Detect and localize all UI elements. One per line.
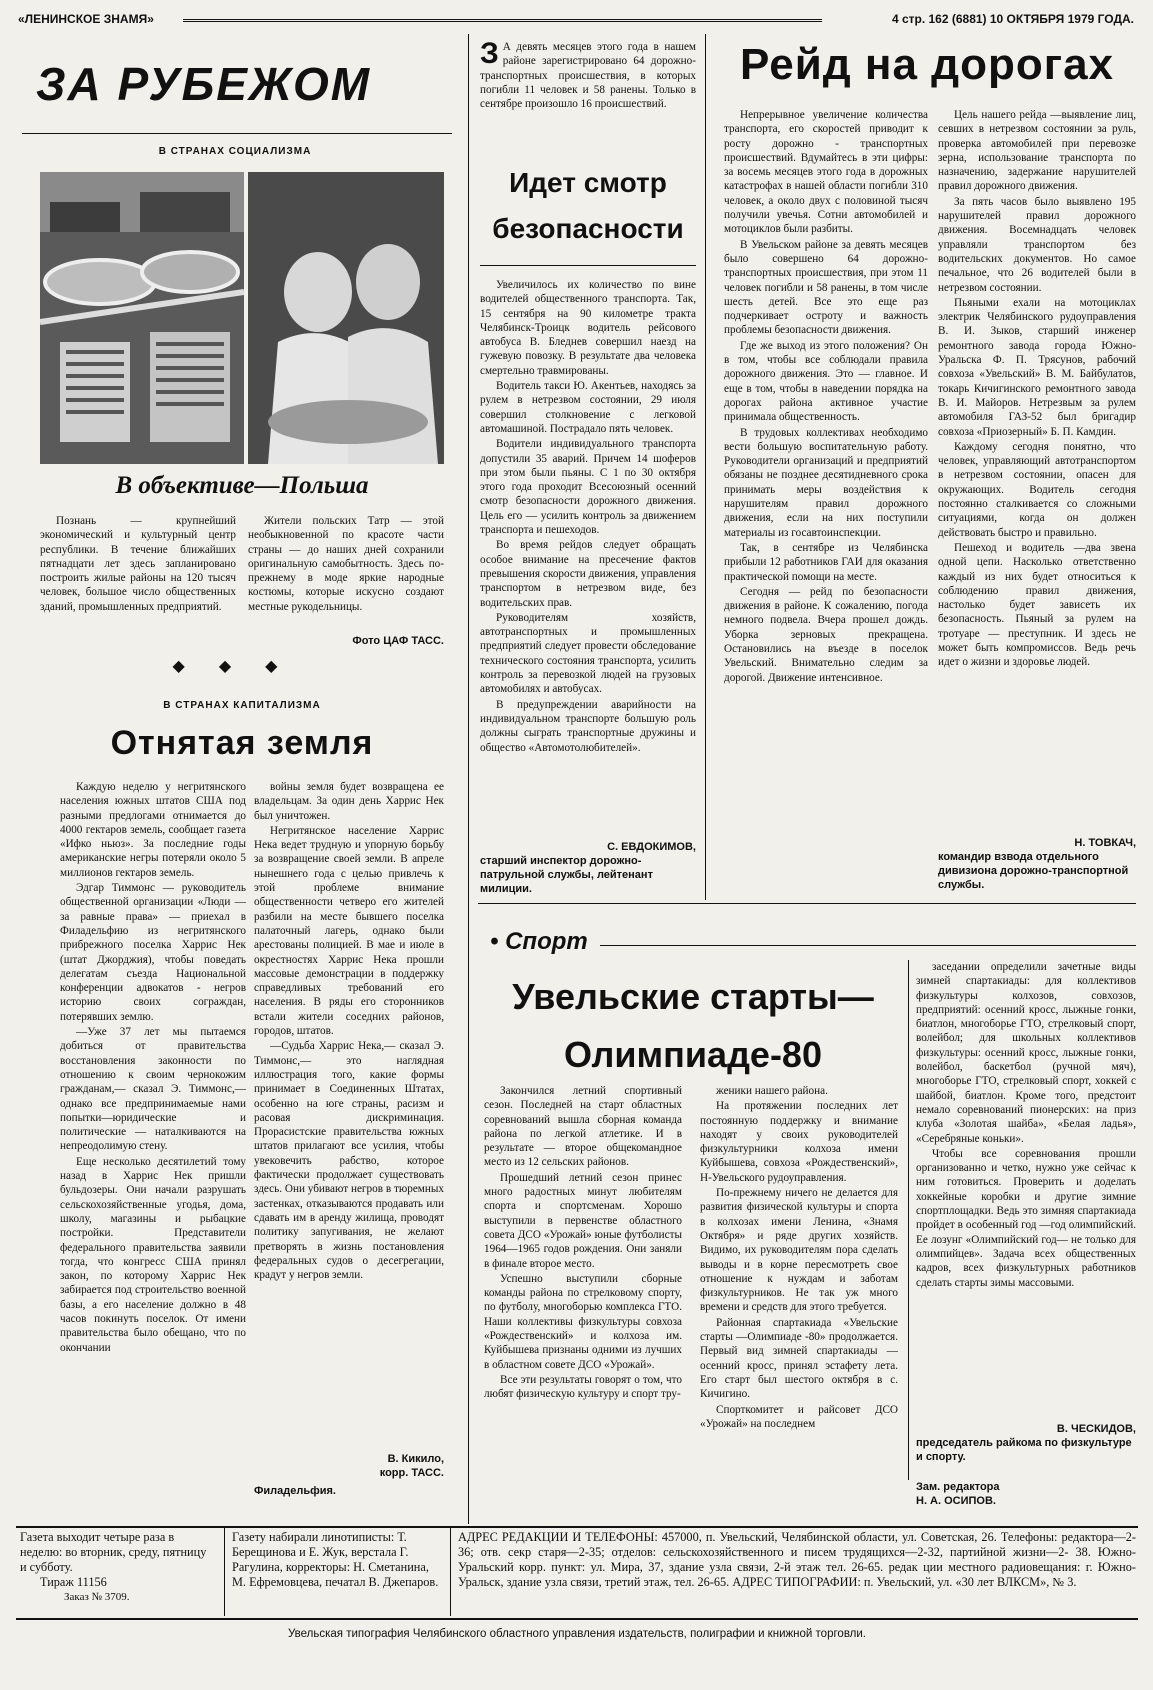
raid-column-1	[724, 108, 928, 888]
separator-diamonds: ◆◆◆	[172, 658, 312, 675]
safety-body	[480, 278, 696, 834]
safety-title-line2: безопасности	[492, 213, 684, 244]
raid-col2-p5: Пешеход и водитель —два звена одной цепи. Насколько ответственно каждый из них будет относиться к соблюдению правил движения, настолько будет зависеть их безопасность. Пьяный за рулем на тротуаре — преступник. И здесь не может быть компромиссов. Ведь речь идет о жизни и здоровье людей.	[938, 541, 1136, 669]
sport-column-1	[484, 1084, 682, 1516]
capitalism-heading: В СТРАНАХ КАПИТАЛИЗМА	[163, 700, 321, 711]
safety-sign-role: старший инспектор дорожно-патрульной службы, лейтенант милиции.	[480, 855, 653, 895]
raid-col2-p2: За пять часов было выявлено 195 нарушителей правил дорожного движения. Восемнадцать человек управляли транспортом без водительских документов. Но самое печальное, что 26 водителей были в нетрезвом состоянии.	[938, 195, 1136, 294]
rule-mid-column	[705, 34, 706, 900]
land-sign-role: корр. ТАСС.	[379, 1467, 444, 1479]
rule-footer-bottom	[16, 1618, 1138, 1620]
raid-col1-p3: Где же выход из этого положения? Он в том, чтобы все соблюдали правила дорожного движения. Это — главное. И еще в том, чтобы в наведении порядка на дорогах района активное участие принимала общественность.	[724, 339, 928, 424]
sport-col2-p4: Районная спартакиада «Увельские старты —Олимпиаде -80» продолжается. Первый вид зимней спартакиады — осенний кросс, принял эстафету лета. Его старт был шестого октября в с. Кичигино.	[700, 1316, 898, 1401]
safety-p3: Водители индивидуального транспорта допустили 35 аварий. Причем 14 шоферов при этом были пьяны. С 1 по 30 октября этого года проходит Всесоюзный осенний смотр безопасности дорожного движения. Цель его — усилить контроль за движением транспорта и пешеходов.	[480, 438, 696, 537]
sport-col1-p2: Прошедший летний сезон принес много радостных минут любителям спорта и спортсменам. Хорошо выступили в первенстве областного совета ДСО «Урожай» юные футболисты 1964—1965 годов рождения. Они заняли в финале второе место.	[484, 1171, 682, 1270]
footer-address: АДРЕС РЕДАКЦИИ И ТЕЛЕФОНЫ: 457000, п. Увельский, Челябинской области, ул. Советская, 26. Телефоны: редактора—2-36; отв. секр старя—2-35; отделов: сельскохозяйственного и писем трудящихся—2-32, партийной жизни—2- 38. Южно-Уральский корр. пункт: ул. Мира, 37, здание узла связи, 2-й этаж тел. 26-65. редак ции местного радиовещания: г. Южно-Уральск, здание узла связи, третий этаж, тел. 26-65. АДРЕС ТИПОГРАФИИ: п. Увельский, ул. «30 лет ВЛКСМ», № 3.	[458, 1530, 1136, 1589]
deputy-editor	[916, 1480, 1066, 1508]
raid-col1-p1: Непрерывное увеличение количества транспорта, его скоростей приводит к росту дорожно - транспортных происшествий. Вдумайтесь в эти цифры: за восемь месяцев этого года в дорожных катастрофах в нашей области погибли 310 человек, а около двух с половиной тысяч получили увечья. Сотни автомобилей и мотоциклов были разбиты.	[724, 109, 928, 236]
land-sign-place: Филадельфия.	[254, 1485, 336, 1497]
raid-col1-p2: В Увельском районе за девять месяцев было совершено 64 дорожно-транспортных происшествия, при этом 11 человек погибли и 58 ранены, в том числе шесть детей. Все это еще раз подчеркивает остроту и важность проблемы безопасности движения.	[724, 238, 928, 337]
sport-col1-p4: Все эти результаты говорят о том, что любят физическую культуру и спорт тру-	[484, 1373, 682, 1401]
raid-sign-name: Н. ТОВКАЧ,	[1074, 837, 1136, 849]
sport-column-2	[700, 1084, 898, 1516]
photo-tatra-residents	[248, 172, 444, 464]
safety-p6: В предупреждении аварийности на индивидуальном транспорте большую роль должны сыграть транспортные дружины и общество «Автомотолюбителей».	[480, 698, 696, 754]
rule-sport-rubric	[600, 945, 1136, 946]
rule-sport-col3	[908, 960, 909, 1480]
rule-footer-top	[16, 1526, 1138, 1528]
photo-credit: Фото ЦАФ ТАСС.	[352, 635, 444, 647]
land-col2-p3: —Судьба Харрис Нека,— сказал Э. Тиммонс,— это наглядная иллюстрация того, какие формы принимает в Соединенных Штатах, особенно на юге страны, расизм и расовая дискриминация. Прорасистские правительства южных штатов прилагают все усилия, чтобы увековечить рабство, которое фактически продолжает существовать здесь. Они убивают негров в тюремных застенках, отказываются продавать или сдавать им в аренду жилища, проводят политику запугивания, не желают претворять в жизнь постановления федеральных судов о десегрегации, крадут у негров земли.	[254, 1040, 444, 1282]
raid-sign-role: командир взвода отдельного дивизиона дорожно-транспортной службы.	[938, 851, 1129, 891]
rule-under-abroad-title	[22, 133, 452, 134]
land-col1-p3: —Уже 37 лет мы пытаемся добиться от правительства восстановления законности по отношению к своим чернокожим гражданам,— сказал Э. Тиммонс,— однако все предпринимаемые нами попытки—юридические и политические — наталкиваются на непреодолимую стену.	[60, 1026, 246, 1153]
raid-title: Рейд на дорогах	[739, 40, 1115, 89]
poland-text-right	[248, 514, 444, 634]
footer-circulation: Тираж 11156	[40, 1575, 107, 1589]
raid-col1-p6: Сегодня — рейд по безопасности движения в районе. К сожалению, погода немного подвела. Вчера прошел дождь. Уборка зерновых прекращена. Остановились на въезде в поселок Увельский. Внимательно следим за дорогой. Движение интенсивное.	[724, 585, 928, 684]
land-col1-p1: Каждую неделю у негритянского населения южных штатов США под разными предлогами отнимается до 4000 гектаров земель, сообщает газета «Ифко ньюз». За последние годы американские негры потеряли около 5 миллионов гектаров земель.	[60, 781, 246, 879]
sport-col1-p3: Успешно выступили сборные команды района по стрелковому спорту, по футболу, многоборью комплекса ГТО. Наши коллективы физкультуры совхоза «Рождественский» и колхоза им. Куйбышева признаны одними из лучших в областном совете ДСО «Урожай».	[484, 1272, 682, 1371]
issue-info: 4 стр. 162 (6881) 10 ОКТЯБРЯ 1979 ГОДА.	[891, 12, 1134, 26]
safety-p1: Увеличилось их количество по вине водителей общественного транспорта. Так, 15 сентября на 90 километре тракта Челябинск-Троицк водитель рейсового автобуса В. Бледнев совершил наезд на гужевую повозку. В результате два человека смертельно травмированы.	[480, 279, 696, 377]
safety-intro	[480, 40, 696, 130]
footer-printer: Увельская типография Челябинского областного управления издательств, полиграфии и книжной торговли.	[287, 1628, 866, 1640]
poland-text-left	[40, 514, 236, 634]
poland-text-right-para: Жители польских Татр — этой необыкновенной по красоте части страны — до наших дней сохранили оригинальную самобытность. Здесь по-прежнему в моде яркие народные костюмы, которые искусно создают местные рукодельницы.	[248, 515, 444, 613]
raid-signature	[938, 836, 1136, 892]
photo-poznan	[40, 172, 244, 464]
land-column-1	[60, 780, 246, 1516]
sport-col2-p1: женики нашего района.	[716, 1085, 828, 1097]
deputy-editor-name: Н. А. ОСИПОВ.	[916, 1495, 996, 1507]
safety-p4: Во время рейдов следует обращать особое внимание на пресечение фактов превышения скорости движения, управления транспортом в нетрезвом виде, без водительских прав.	[480, 539, 696, 609]
deputy-editor-role: Зам. редактора	[916, 1481, 1000, 1493]
sport-title-line2: Олимпиаде-80	[564, 1034, 822, 1075]
land-signature	[254, 1452, 444, 1498]
sport-title-line1: Увельские старты—	[512, 976, 874, 1017]
socialism-heading: В СТРАНАХ СОЦИАЛИЗМА	[158, 146, 312, 157]
raid-col2-p4: Каждому сегодня понятно, что человек, управляющий автотранспортом в нетрезвом состоянии, опасен для окружающих. Водитель сегодня постоянно сталкивается со сложными ситуациями, когда он должен действовать быстро и правильно.	[938, 440, 1136, 539]
safety-p2: Водитель такси Ю. Акентьев, находясь за рулем в нетрезвом состоянии, 29 июля совершил столкновение с легковой автомашиной. Пострадало пять человек.	[480, 380, 696, 435]
rule-footer-2	[450, 1528, 451, 1616]
land-column-2	[254, 780, 444, 1444]
photo-caption: В объективе—Польша	[115, 472, 369, 499]
safety-dropcap: З	[480, 40, 499, 70]
land-sign-name: В. Кикило,	[387, 1453, 444, 1465]
sport-col2-p3: По-прежнему ничего не делается для развития физической культуры и спорта в колхозах имени Ленина, «Знамя Октября» и ряде других хозяйств. Видимо, их руководителям пора сделать выводы и в корне пересмотреть свое отношение к нуждам и заботам физкультурников. Не так уж много времени и средств для этого требуется.	[700, 1187, 898, 1314]
sport-col1-p1: Закончился летний спортивный сезон. Последней на старт областных соревнований вышла сборная команда района по легкой атлетике. И в результате — второе общекомандное место из 12 сельских районов.	[484, 1085, 682, 1169]
raid-col2-p3: Пьяными ехали на мотоциклах электрик Челябинского рудоуправления В. И. Зыков, старший инженер ремонтного завода города Южно-Уральска Ф. П. Трясунов, рабочий совхоза «Увельский» В. М. Байбулатов, токарь Кичигинского ремонтного завода В. И. Майоров. Нетрезвым за рулем автомобиля ГАЗ-52 был бригадир совхоза «Приозерный» Б. П. Камдин.	[938, 296, 1136, 438]
sport-col3-p1: заседании определили зачетные виды зимней спартакиады: для коллективов физкультуры колхозов, совхозов, предприятий: осенний кросс, лыжные гонки, биатлон, многоборье ГТО, стрелковый спорт, волейбол; для школьных коллективов физкультуры: осенний кросс, лыжные гонки, волейбол, баскетбол (ручной мяч), многоборье ГТО, стрелковый спорт, хоккей с шайбой, биатлон. Кроме того, предстоит немало соревнований пионерских: на приз клуба «Золотая шайба», «Белая ладья», «Серебряные коньки».	[916, 961, 1136, 1145]
raid-col2-p1: Цель нашего рейда —выявление лиц, севших в нетрезвом состоянии за руль, проверка автомобилей при перевозке зерна, использование транспорта по назначению, задержание нарушителей правил дорожного движения.	[938, 109, 1136, 193]
sport-title	[478, 968, 908, 1084]
paper-name: «ЛЕНИНСКОЕ ЗНАМЯ»	[18, 12, 154, 26]
safety-signature	[480, 840, 696, 896]
sport-sign-name: В. ЧЕСКИДОВ,	[1056, 1423, 1136, 1435]
footer-schedule-box	[20, 1530, 216, 1605]
sport-col2-p2: На протяжении последних лет постоянную поддержку и внимание находят у своих руководителей физкультурники колхоза имени Куйбышева, совхоза «Рождественский», Н-Увельского рудоуправления.	[700, 1100, 898, 1184]
footer-order: Заказ № 3709.	[64, 1591, 130, 1603]
land-col1-p4: Еще несколько десятилетий тому назад в Харрис Нек пришли бульдозеры. Они начали разрушать сельскохозяйственные угодья, дома, школу, магазины и рыбацкие постройки. Представители федерального правительства заявили тогда, что конгресс США принял закон, по которому Харрис Нек забирается под строительство военной базы, а его население должно в 48 часов покинуть поселок. От имени правительства было обещано, что по окончании	[60, 1155, 246, 1354]
rule-safety-title	[480, 265, 696, 266]
abroad-section-title: ЗА РУБЕЖОМ	[36, 58, 372, 110]
safety-title	[480, 160, 696, 252]
footer-typeset: Газету набирали линотиписты: Т. Берещинова и Е. Жук, верстала Г. Рагулина, корректоры: Н. Сметанина, М. Ефремовцева, печатал В. Джепаров.	[232, 1530, 439, 1589]
sport-sign-role: председатель райкома по физкультуре и спорту.	[916, 1437, 1132, 1463]
safety-p5: Руководителям хозяйств, автотранспортных и промышленных предприятий следует провести обследование технического состояния транспорта, усилить контроль за перевозкой людей на грузовых автомобилях и автобусах.	[480, 611, 696, 696]
sport-rubric: • Спорт	[490, 928, 588, 955]
rule-left-column	[468, 34, 469, 1524]
poland-text-left-para: Познань — крупнейший экономический и культурный центр республики. В течение ближайших пятнадцати лет здесь запланировано построить жилые районы на 120 тысяч человек, большое число общественных зданий, промышленных предприятий.	[40, 515, 236, 613]
safety-title-line1: Идет смотр	[509, 167, 667, 198]
raid-col1-p4: В трудовых коллективах необходимо вести большую воспитательную работу. Руководители организаций и предприятий обязаны не позднее десятидневного срока принимать меры воздействия к нарушителям правил дорожного движения, если на них поступили материалы из госавтоинспекции.	[724, 426, 928, 539]
safety-intro-text: А девять месяцев этого года в нашем районе зарегистрировано 64 дорожно-транспортных происшествия, в которых погибли 11 человек и 58 ранены. Только в сентябре произошло 16 происшествий.	[480, 41, 696, 111]
sport-signature	[916, 1422, 1136, 1464]
rule-footer-1	[224, 1528, 225, 1616]
raid-col1-p5: Так, в сентябре из Челябинска прибыли 12 работников ГАИ для оказания практической помощи на месте.	[724, 541, 928, 583]
masthead	[18, 12, 1134, 32]
masthead-rule	[183, 19, 822, 22]
article-title-land: Отнятая земля	[110, 724, 374, 762]
sport-column-3	[916, 960, 1136, 1422]
land-col2-p2: Негритянское население Харрис Нека ведет трудную и упорную борьбу за возвращение своей земли. В апреле нынешнего года с целью привлечь к этой проблеме внимание общественности четверо его жителей разбили на месте бывшего поселка палаточный лагерь, однако были арестованы полицией. В мае и июле в окрестностях Харрис Нека прошли массовые демонстрации в поддержку справедливых требований его населения. В ряды его сторонников встали жители соседних районов, городов, штатов.	[254, 824, 444, 1038]
sport-col2-p5: Спорткомитет и райсовет ДСО «Урожай» на последнем	[700, 1403, 898, 1430]
raid-column-2	[938, 108, 1136, 828]
land-col1-p2: Эдгар Тиммонс — руководитель общественной организации «Люди — за равные права» — приехал в Филадельфию из негритянского прибрежного поселка Харрис Нек (штат Джорджия), чтобы поведать делегатам съезда Национальной конференции адвокатов - негров историю своих сограждан, потерявших землю.	[60, 882, 246, 1023]
sport-col3-p2: Чтобы все соревнования прошли организованно и четко, нужно уже сейчас к ним готовиться. Проверить и доделать хоккейные коробки и другие зимние спортплощадки. Ведь это зимняя спартакиада пройдет в особенный год —год олимпийский. Ее лозунг «Олимпийский год— не только для олимпийцев». Задача всех общественных кадров, всех физкультурных работников сделать старты зимы массовыми.	[916, 1147, 1136, 1289]
land-col2-p1: войны земля будет возвращена ее владельцам. За один день Харрис Нек был уничтожен.	[254, 781, 444, 822]
footer-schedule: Газета выходит четыре раза в неделю: во вторник, среду, пятницу и субботу.	[20, 1530, 207, 1574]
safety-sign-name: С. ЕВДОКИМОВ,	[607, 841, 696, 853]
rule-sport-top	[478, 903, 1136, 904]
